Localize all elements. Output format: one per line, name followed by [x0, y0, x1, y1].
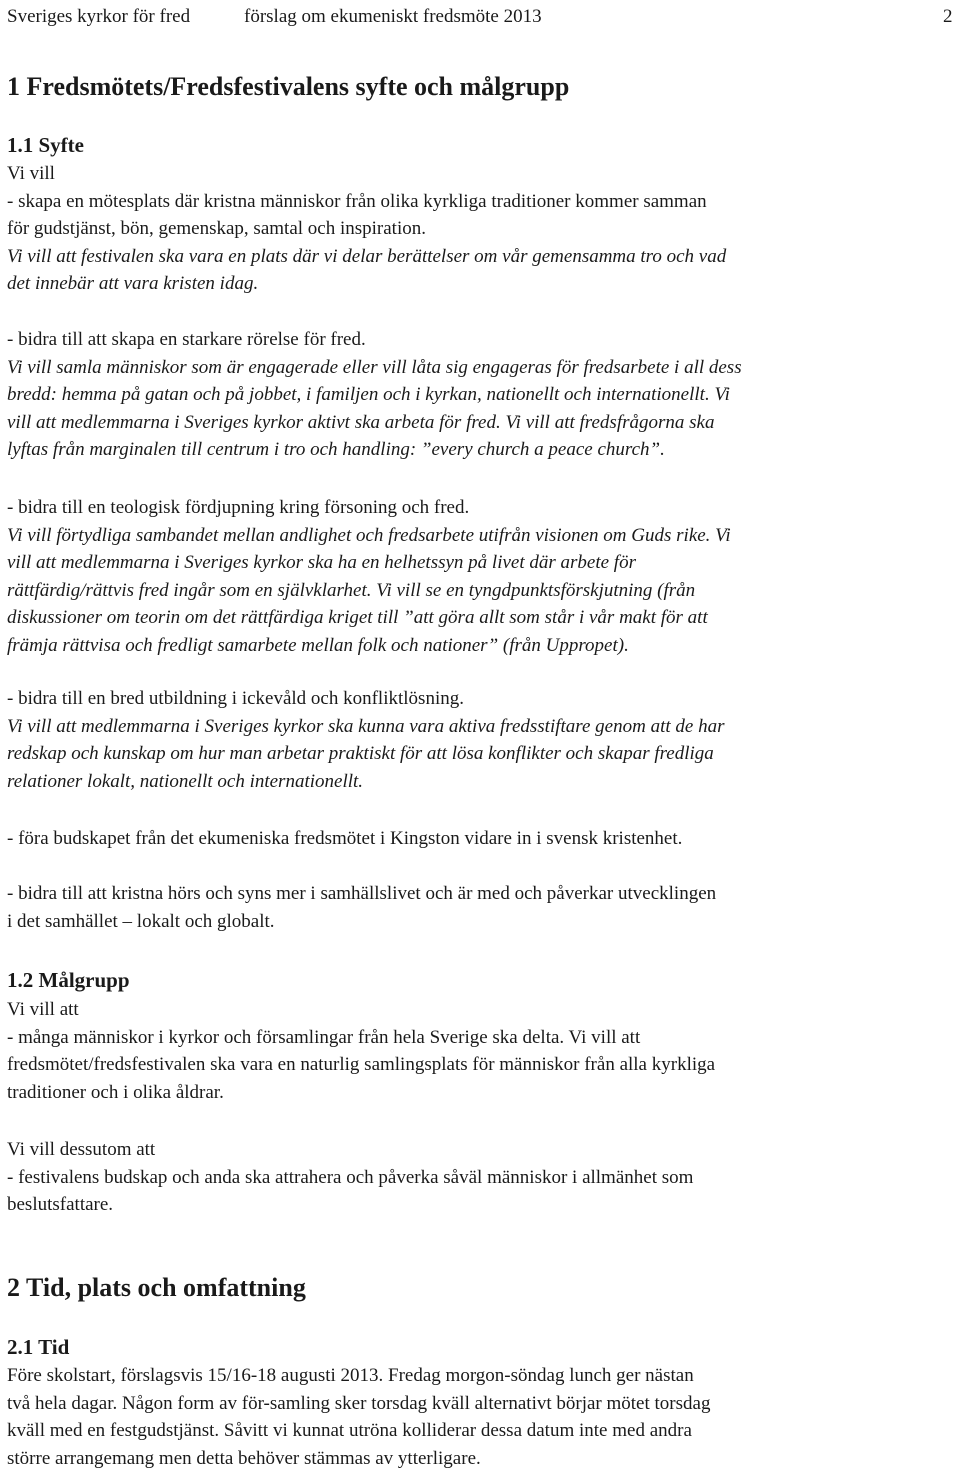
- text-line: traditioner och i olika åldrar.: [7, 1081, 224, 1103]
- text-line: kväll med en festgudstjänst. Såvitt vi kunnat utröna kolliderar dessa datum inte med andra: [7, 1420, 692, 1442]
- text-line: Vi vill att: [7, 999, 79, 1020]
- page-header: [7, 6, 955, 32]
- text-line: större arrangemang men detta behöver stämmas av ytterligare.: [7, 1447, 481, 1469]
- text-line: - skapa en mötesplats där kristna människor från olika kyrkliga traditioner kommer samman: [7, 190, 707, 212]
- text-line: två hela dagar. Någon form av för-samling sker torsdag kväll alternativt börjar mötet torsdag: [7, 1392, 711, 1414]
- header-doc-title: förslag om ekumeniskt fredsmöte 2013: [244, 6, 542, 27]
- text-line: Före skolstart, förslagsvis 15/16-18 augusti 2013. Fredag morgon-söndag lunch ger nästan: [7, 1365, 694, 1386]
- text-line: - festivalens budskap och anda ska attrahera och påverka såväl människor i allmänhet som: [7, 1166, 694, 1188]
- text-line: relationer lokalt, nationellt och internationellt.: [7, 770, 364, 792]
- text-line: - bidra till att skapa en starkare rörelse för fred.: [7, 329, 366, 350]
- text-line: för gudstjänst, bön, gemenskap, samtal och inspiration.: [7, 218, 426, 240]
- text-line: det innebär att vara kristen idag.: [7, 273, 259, 295]
- paragraph-syfte-2: [7, 326, 953, 464]
- text-line: Vi vill samla människor som är engagerade eller vill låta sig engageras för fredsarbete i all dess: [7, 356, 742, 378]
- paragraph-malgrupp-1: [7, 996, 953, 1106]
- text-line: Vi vill: [7, 163, 55, 184]
- heading-2-1: 2.1 Tid: [7, 1335, 70, 1359]
- text-line: beslutsfattare.: [7, 1194, 114, 1216]
- paragraph-malgrupp-2: [7, 1136, 953, 1219]
- text-line: diskussioner om teorin om det rättfärdiga kriget till ”att göra allt som står i vår makt för att: [7, 607, 708, 629]
- text-line: - bidra till en bred utbildning i ickevåld och konfliktlösning.: [7, 688, 464, 709]
- header-org: Sveriges kyrkor för fred: [7, 6, 191, 27]
- heading-1-2: 1.2 Målgrupp: [7, 968, 130, 992]
- text-line: bredd: hemma på gatan och på jobbet, i familjen och i kyrkan, nationellt och internationellt. Vi: [7, 384, 730, 406]
- paragraph-tid-1: [7, 1362, 953, 1472]
- paragraph-syfte-4: [7, 685, 953, 795]
- paragraph-syfte-1: [7, 160, 953, 298]
- paragraph-syfte-6: [7, 880, 953, 935]
- text-line: Vi vill att medlemmarna i Sveriges kyrkor ska kunna vara aktiva fredsstiftare genom att de har: [7, 715, 725, 737]
- text-line: Vi vill dessutom att: [7, 1139, 156, 1160]
- text-line: - föra budskapet från det ekumeniska fredsmötet i Kingston vidare in i svensk kristenhet.: [7, 828, 683, 849]
- heading-1-1: 1.1 Syfte: [7, 133, 84, 157]
- text-line: redskap och kunskap om hur man arbetar praktiskt för att lösa konflikter och skapar fredliga: [7, 743, 714, 765]
- header-page-number: 2: [943, 6, 953, 27]
- paragraph-syfte-5: [7, 825, 953, 853]
- text-line: - bidra till att kristna hörs och syns mer i samhällslivet och är med och påverkar utvecklingen: [7, 883, 717, 904]
- text-line: Vi vill att festivalen ska vara en plats där vi delar berättelser om vår gemensamma tro och vad: [7, 245, 727, 267]
- text-line: vill att medlemmarna i Sveriges kyrkor ska ha en helhetssyn på livet där arbete för: [7, 552, 636, 574]
- text-line: lyftas från marginalen till centrum i tro och handling: ”every church a peace church”.: [7, 439, 665, 461]
- text-line: Vi vill förtydliga sambandet mellan andlighet och fredsarbete utifrån visionen om Guds rike. Vi: [7, 524, 731, 546]
- text-line: i det samhället – lokalt och globalt.: [7, 910, 275, 932]
- text-line: vill att medlemmarna i Sveriges kyrkor aktivt ska arbeta för fred. Vi vill att fredsfrågorna ska: [7, 411, 715, 433]
- heading-section-1: 1 Fredsmötets/Fredsfestivalens syfte och målgrupp: [7, 72, 570, 101]
- text-line: - många människor i kyrkor och församlingar från hela Sverige ska delta. Vi vill att: [7, 1026, 641, 1048]
- text-line: rättfärdig/rättvis fred ingår som en självklarhet. Vi vill se en tyngdpunktsförskjutning (från: [7, 579, 696, 601]
- text-line: - bidra till en teologisk fördjupning kring försoning och fred.: [7, 497, 470, 518]
- paragraph-syfte-3: [7, 494, 953, 660]
- text-line: främja rättvisa och fredligt samarbete mellan folk och nationer” (från Uppropet).: [7, 634, 629, 656]
- heading-section-2: 2 Tid, plats och omfattning: [7, 1273, 306, 1302]
- text-line: fredsmötet/fredsfestivalen ska vara en naturlig samlingsplats för människor från alla kyrkliga: [7, 1054, 716, 1076]
